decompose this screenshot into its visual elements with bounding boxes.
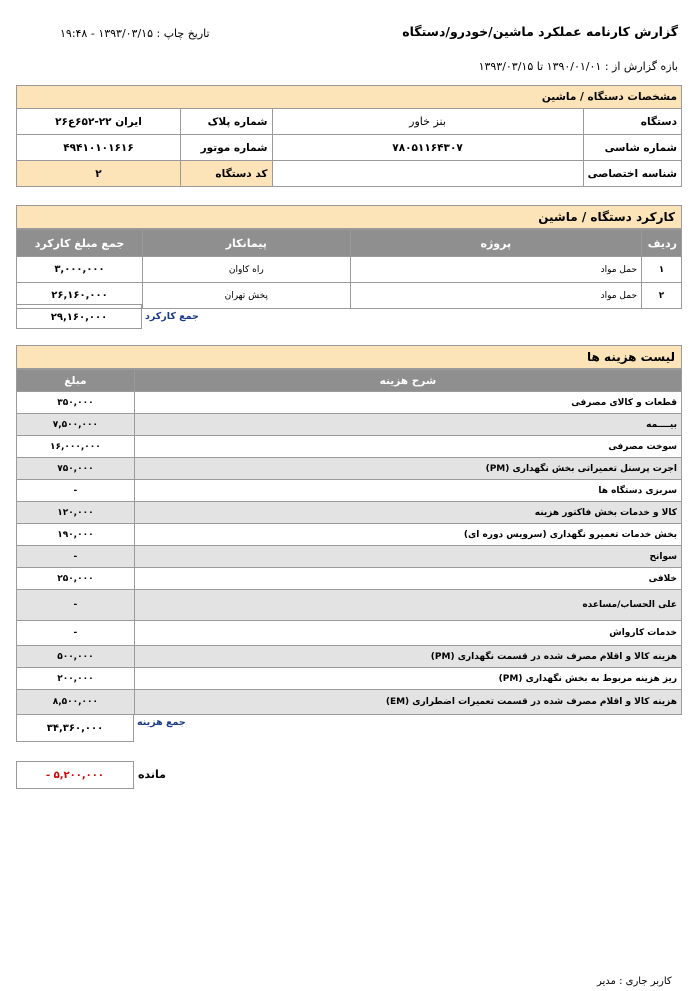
work-section-title: کارکرد دستگاه / ماشین (538, 210, 675, 224)
col-expense-desc: شرح هزینه (134, 370, 681, 392)
col-contractor: پیمانکار (142, 230, 350, 257)
work-total-value: ۲۹,۱۶۰,۰۰۰ (16, 304, 142, 329)
expense-amount: ۱۹۰,۰۰۰ (17, 524, 135, 546)
expenses-table (16, 369, 682, 715)
row-index: ۱ (642, 257, 682, 283)
table-row (17, 621, 682, 646)
chassis-label: شماره شاسی (583, 135, 681, 161)
expenses-section-header (16, 345, 682, 369)
plate-label: شماره پلاک (180, 109, 272, 135)
table-row (17, 458, 682, 480)
work-section-header (16, 205, 682, 229)
expenses-section-title: لیست هزینه ها (587, 350, 675, 364)
work-table (16, 229, 682, 309)
row-index: ۲ (642, 283, 682, 309)
expense-desc: بیــــمه (134, 414, 681, 436)
device-label: دستگاه (583, 109, 681, 135)
expense-desc: بخش خدمات تعمیرو نگهداری (سرویس دوره ای) (134, 524, 681, 546)
expense-desc: کالا و خدمات بخش فاکتور هزینه (134, 502, 681, 524)
col-expense-amount: مبلغ (17, 370, 135, 392)
expense-amount: ۳۵۰,۰۰۰ (17, 392, 135, 414)
expense-desc: خلافی (134, 568, 681, 590)
expenses-total-label: جمع هزینه (137, 717, 186, 728)
expense-desc: قطعات و کالای مصرفی (134, 392, 681, 414)
expenses-total-value: ۳۴,۳۶۰,۰۰۰ (16, 714, 134, 742)
row-contractor: پخش تهران (142, 283, 350, 309)
expense-desc: اجرت پرسنل تعمیراتی بخش نگهداری (PM) (134, 458, 681, 480)
table-row (17, 502, 682, 524)
expense-desc: ریز هزینه مربوط به بخش نگهداری (PM) (134, 668, 681, 690)
row-amount: ۲۶,۱۶۰,۰۰۰ (17, 283, 143, 309)
specs-section-title: مشخصات دستگاه / ماشین (17, 86, 682, 109)
report-title: گزارش کارنامه عملکرد ماشین/خودرو/دستگاه (402, 24, 678, 39)
balance-value: - ۵,۲۰۰,۰۰۰ (16, 761, 134, 789)
expense-desc: هزینه کالا و اقلام مصرف شده در قسمت نگهداری (PM) (134, 646, 681, 668)
expense-amount: - (17, 546, 135, 568)
col-work-amount: جمع مبلغ کارکرد (17, 230, 143, 257)
device-specs-table (16, 85, 682, 187)
expense-amount: ۷,۵۰۰,۰۰۰ (17, 414, 135, 436)
expense-desc: سوخت مصرفی (134, 436, 681, 458)
row-contractor: راه کاوان (142, 257, 350, 283)
col-project: پروژه (350, 230, 641, 257)
expense-desc: هزینه کالا و اقلام مصرف شده در قسمت تعمیرات اضطراری (EM) (134, 690, 681, 715)
report-period: بازه گزارش از : ۱۳۹۰/۰۱/۰۱ تا ۱۳۹۳/۰۳/۱۵ (478, 60, 678, 73)
expense-desc: سربزی دستگاه ها (134, 480, 681, 502)
expense-desc: سوانح (134, 546, 681, 568)
col-row-number: ردیف (642, 230, 682, 257)
id-label: شناسه اختصاصی (583, 161, 681, 187)
expense-amount: ۵۰۰,۰۰۰ (17, 646, 135, 668)
table-row (17, 257, 682, 283)
expense-amount: ۱۲۰,۰۰۰ (17, 502, 135, 524)
table-row (17, 668, 682, 690)
print-date: تاریخ چاپ : ۱۳۹۳/۰۳/۱۵ - ۱۹:۴۸ (60, 27, 210, 40)
expense-amount: - (17, 590, 135, 621)
table-row (17, 436, 682, 458)
plate-value: ایران ۲۲-۶۵۲ع۲۶ (17, 109, 181, 135)
row-amount: ۳,۰۰۰,۰۰۰ (17, 257, 143, 283)
expense-amount: ۲۵۰,۰۰۰ (17, 568, 135, 590)
table-row (17, 646, 682, 668)
chassis-value: ۷۸۰۵۱۱۶۴۳۰۷ (272, 135, 583, 161)
current-user: کاربر جاری : مدیر (597, 976, 672, 987)
expense-amount: ۸,۵۰۰,۰۰۰ (17, 690, 135, 715)
engine-label: شماره موتور (180, 135, 272, 161)
engine-value: ۴۹۴۱۰۱۰۱۶۱۶ (17, 135, 181, 161)
table-row (17, 690, 682, 715)
expense-desc: علی الحساب/مساعده (134, 590, 681, 621)
expense-amount: ۲۰۰,۰۰۰ (17, 668, 135, 690)
expense-amount: - (17, 621, 135, 646)
row-project: حمل مواد (350, 283, 641, 309)
expense-amount: ۷۵۰,۰۰۰ (17, 458, 135, 480)
balance-label: مانده (138, 768, 166, 781)
work-total-label: جمع کارکرد (145, 311, 199, 322)
table-row (17, 480, 682, 502)
expense-desc: خدمات کارواش (134, 621, 681, 646)
row-project: حمل مواد (350, 257, 641, 283)
table-row (17, 546, 682, 568)
table-row (17, 524, 682, 546)
table-row (17, 414, 682, 436)
table-row (17, 568, 682, 590)
expense-amount: - (17, 480, 135, 502)
code-label: کد دستگاه (180, 161, 272, 187)
device-value: بنز خاور (272, 109, 583, 135)
code-value: ۲ (17, 161, 181, 187)
id-value (272, 161, 583, 187)
expense-amount: ۱۶,۰۰۰,۰۰۰ (17, 436, 135, 458)
table-row (17, 392, 682, 414)
table-row (17, 590, 682, 621)
